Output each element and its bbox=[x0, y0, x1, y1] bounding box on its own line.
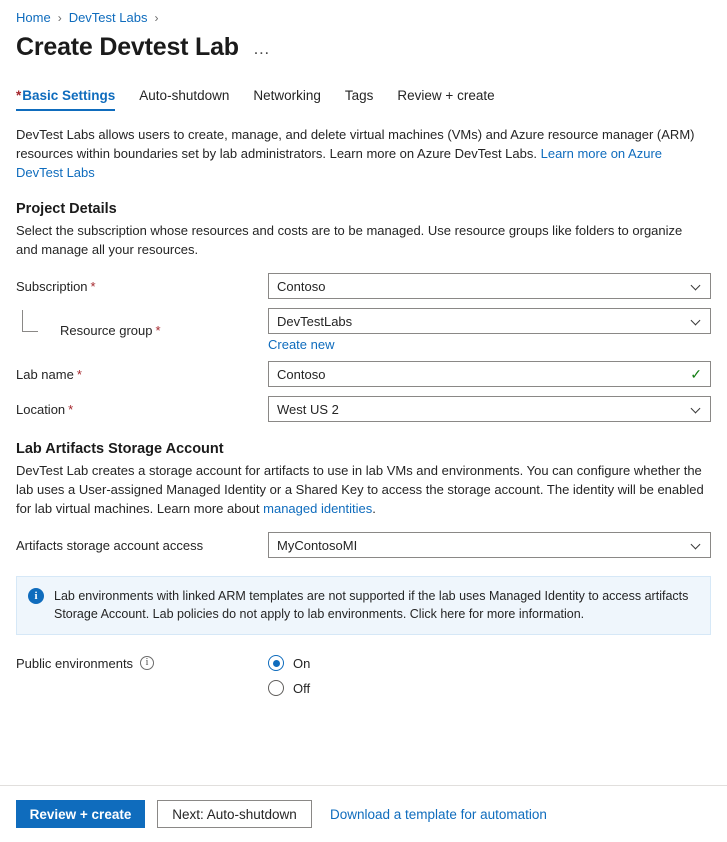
resource-group-dropdown[interactable] bbox=[268, 308, 711, 334]
breadcrumb-separator-icon: › bbox=[57, 10, 62, 25]
public-environments-row-on bbox=[16, 655, 711, 671]
chevron-down-icon bbox=[692, 404, 702, 414]
subscription-field bbox=[268, 273, 711, 299]
public-environments-row-off bbox=[16, 680, 711, 696]
storage-account-description-text: DevTest Lab creates a storage account for artifacts to use in lab VMs and environments. You can configure whether the lab uses a User-assigned Managed Identity or a Shared Key to access the storage account. The identity will be enabled for lab virtual machines. Learn more about bbox=[16, 463, 704, 516]
tab-review-create-label: Review + create bbox=[397, 88, 495, 103]
location-value: West US 2 bbox=[277, 401, 339, 417]
page-title: Create Devtest Lab bbox=[16, 33, 239, 61]
tab-auto-shutdown[interactable] bbox=[139, 88, 229, 111]
subscription-value: Contoso bbox=[277, 278, 326, 294]
artifacts-storage-access-label-text: Artifacts storage account access bbox=[16, 537, 204, 553]
location-label bbox=[16, 402, 268, 417]
tab-tags-label: Tags bbox=[344, 88, 374, 103]
artifacts-storage-access-label bbox=[16, 538, 268, 553]
chevron-down-icon bbox=[692, 540, 702, 550]
lab-name-value: Contoso bbox=[277, 366, 326, 382]
storage-account-description bbox=[16, 461, 706, 518]
radio-on-label: On bbox=[293, 655, 311, 671]
resource-group-value: DevTestLabs bbox=[277, 313, 353, 329]
footer-action-bar bbox=[0, 785, 727, 842]
breadcrumb-item-devtest-labs[interactable]: DevTest Labs bbox=[68, 10, 148, 25]
info-icon: i bbox=[28, 588, 44, 604]
breadcrumb-separator-icon-2: › bbox=[154, 10, 159, 25]
checkmark-icon: ✓ bbox=[690, 366, 702, 382]
resource-group-label bbox=[16, 323, 268, 338]
lab-name-input[interactable] bbox=[268, 361, 711, 387]
breadcrumb-item-home[interactable]: Home bbox=[16, 10, 51, 25]
next-auto-shutdown-button[interactable]: Next: Auto-shutdown bbox=[157, 800, 312, 828]
field-row-subscription bbox=[16, 273, 711, 299]
field-row-location bbox=[16, 396, 711, 422]
managed-identities-link[interactable]: managed identities bbox=[263, 501, 373, 516]
tab-required-marker: * bbox=[16, 88, 22, 103]
lab-name-required-marker: * bbox=[76, 366, 82, 382]
resource-group-required-marker: * bbox=[155, 322, 161, 338]
resource-group-field bbox=[268, 308, 711, 352]
radio-off-label: Off bbox=[293, 680, 311, 696]
storage-account-heading: Lab Artifacts Storage Account bbox=[16, 441, 224, 457]
tab-list bbox=[0, 62, 727, 111]
tab-basic-settings[interactable] bbox=[16, 88, 115, 111]
artifacts-storage-access-value: MyContosoMI bbox=[277, 537, 358, 553]
location-label-text: Location bbox=[16, 401, 66, 417]
radio-option-on[interactable] bbox=[268, 655, 310, 671]
review-create-button[interactable]: Review + create bbox=[16, 800, 145, 828]
location-dropdown[interactable] bbox=[268, 396, 711, 422]
subscription-dropdown[interactable] bbox=[268, 273, 711, 299]
intro-text bbox=[16, 125, 711, 182]
chevron-down-icon bbox=[692, 316, 702, 326]
tab-tags[interactable] bbox=[345, 88, 374, 111]
field-row-resource-group bbox=[16, 308, 711, 352]
radio-on-indicator[interactable] bbox=[268, 655, 284, 671]
info-banner-text: Lab environments with linked ARM templates are not supported if the lab uses Managed Identity to access artifacts Storage Account. Lab policies do not apply to lab environments. Click here for more information. bbox=[54, 589, 689, 621]
create-new-resource-group-link[interactable]: Create new bbox=[268, 337, 335, 352]
tab-basic-settings-label: Basic Settings bbox=[22, 88, 116, 103]
intro-learn-more-link[interactable]: Learn more on Azure DevTest Labs bbox=[16, 146, 663, 180]
info-tooltip-icon[interactable]: i bbox=[140, 656, 154, 670]
breadcrumb bbox=[0, 0, 727, 25]
radio-option-off[interactable] bbox=[268, 680, 310, 696]
title-row bbox=[0, 25, 727, 62]
lab-name-label-text: Lab name bbox=[16, 366, 74, 382]
field-row-artifacts-storage-access bbox=[16, 532, 711, 558]
download-template-link[interactable]: Download a template for automation bbox=[330, 806, 547, 822]
artifacts-storage-access-field bbox=[268, 532, 711, 558]
public-environments-label bbox=[16, 656, 268, 671]
project-details-heading: Project Details bbox=[16, 201, 117, 217]
location-field bbox=[268, 396, 711, 422]
storage-account-description-period: . bbox=[372, 501, 376, 516]
info-banner bbox=[16, 576, 711, 635]
tab-review-create[interactable] bbox=[397, 88, 494, 111]
lab-name-label bbox=[16, 367, 268, 382]
public-environments-label-text: Public environments bbox=[16, 655, 134, 671]
chevron-down-icon bbox=[692, 281, 702, 291]
form-content bbox=[0, 111, 727, 696]
project-details-description: Select the subscription whose resources and costs are to be managed. Use resource groups like folders to organize and manage all your resources. bbox=[16, 223, 683, 257]
public-environments-group bbox=[16, 655, 711, 696]
intro-text-body: DevTest Labs allows users to create, manage, and delete virtual machines (VMs) and Azure resource manager (ARM) resources within boundaries set by lab administrators. Learn more on Azure DevTest Labs. bbox=[16, 127, 695, 161]
tab-networking[interactable] bbox=[253, 88, 321, 111]
more-options-icon[interactable]: … bbox=[252, 39, 271, 58]
field-row-lab-name bbox=[16, 361, 711, 387]
subscription-label bbox=[16, 279, 268, 294]
subscription-label-text: Subscription bbox=[16, 278, 88, 294]
subscription-required-marker: * bbox=[90, 278, 96, 294]
tab-auto-shutdown-label: Auto-shutdown bbox=[139, 88, 230, 103]
artifacts-storage-access-dropdown[interactable] bbox=[268, 532, 711, 558]
tree-connector-icon bbox=[22, 310, 38, 332]
lab-name-field bbox=[268, 361, 711, 387]
tab-networking-label: Networking bbox=[253, 88, 321, 103]
location-required-marker: * bbox=[68, 401, 74, 417]
radio-off-indicator[interactable] bbox=[268, 680, 284, 696]
resource-group-label-text: Resource group bbox=[60, 322, 153, 338]
